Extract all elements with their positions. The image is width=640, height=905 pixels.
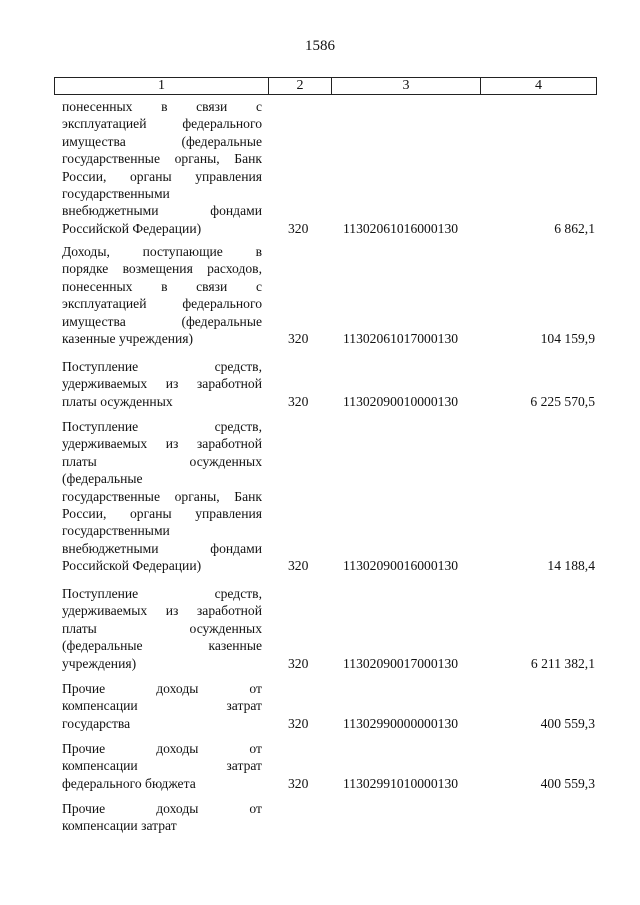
row-description bbox=[62, 98, 262, 237]
description-line: Российской Федерации) bbox=[62, 220, 202, 236]
description-line: России, органы управления bbox=[62, 505, 262, 521]
budget-code-cell: 11302090017000130 bbox=[343, 655, 459, 671]
description-line: (федеральные казенные bbox=[62, 638, 262, 654]
description-line: Прочие доходы от bbox=[62, 741, 262, 756]
row-description bbox=[62, 585, 262, 672]
description-line: эксплуатацией федерального bbox=[62, 116, 262, 132]
row-description bbox=[62, 740, 262, 792]
description-line: платы осужденных bbox=[62, 620, 262, 636]
column-header-1: 1 bbox=[55, 78, 269, 94]
admin-code-cell: 320 bbox=[288, 331, 309, 346]
description-line: учреждения) bbox=[62, 655, 137, 671]
description-line: казенные учреждения) bbox=[62, 330, 194, 346]
description-line: Прочие доходы от bbox=[62, 681, 262, 696]
description-line: платы осужденных bbox=[62, 453, 262, 469]
description-line: Поступление средств, bbox=[62, 419, 262, 434]
admin-code-cell: 320 bbox=[288, 220, 309, 236]
description-line: федерального бюджета bbox=[62, 775, 196, 791]
description-line: государственными bbox=[62, 185, 170, 201]
description-line: государственные органы, Банк bbox=[62, 488, 262, 504]
budget-code-cell: 11302991010000130 bbox=[343, 775, 459, 791]
budget-code-cell: 11302061017000130 bbox=[343, 331, 459, 346]
description-line: имущества (федеральные bbox=[62, 133, 262, 149]
description-line: порядке возмещения расходов, bbox=[62, 261, 262, 277]
amount-cell: 400 559,3 bbox=[540, 715, 595, 731]
description-line: понесенных в связи с bbox=[62, 278, 262, 294]
page-number: 1586 bbox=[305, 38, 335, 54]
description-line: государства bbox=[62, 715, 131, 731]
row-description bbox=[62, 418, 262, 575]
description-line: внебюджетными фондами bbox=[62, 540, 262, 556]
description-line: компенсации затрат bbox=[62, 758, 262, 774]
budget-code-cell: 11302061016000130 bbox=[343, 220, 459, 236]
description-line: эксплуатацией федерального bbox=[62, 296, 262, 312]
description-line: компенсации затрат bbox=[62, 698, 262, 714]
budget-code-cell: 11302090010000130 bbox=[343, 393, 459, 409]
description-line: компенсации затрат bbox=[62, 818, 177, 834]
admin-code-cell: 320 bbox=[288, 655, 309, 671]
description-line: удерживаемых из заработной bbox=[62, 436, 262, 452]
description-line: Поступление средств, bbox=[62, 359, 262, 374]
description-line: Прочие доходы от bbox=[62, 801, 262, 816]
description-line: удерживаемых из заработной bbox=[62, 376, 262, 392]
column-header-4: 4 bbox=[535, 78, 542, 93]
amount-cell: 6 225 570,5 bbox=[530, 393, 595, 409]
description-line: Поступление средств, bbox=[62, 586, 262, 601]
row-description bbox=[62, 800, 262, 835]
amount-cell: 104 159,9 bbox=[540, 331, 595, 346]
description-line: внебюджетными фондами bbox=[62, 203, 262, 219]
admin-code-cell: 320 bbox=[288, 775, 309, 791]
admin-code-cell: 320 bbox=[288, 393, 309, 409]
row-description bbox=[62, 680, 262, 732]
column-header-2: 2 bbox=[269, 78, 332, 94]
description-line: платы осужденных bbox=[62, 393, 173, 409]
amount-cell: 14 188,4 bbox=[547, 558, 595, 574]
amount-cell: 400 559,3 bbox=[540, 775, 595, 791]
budget-code-cell: 11302090016000130 bbox=[343, 558, 459, 574]
description-line: Российской Федерации) bbox=[62, 558, 202, 574]
description-line: имущества (федеральные bbox=[62, 313, 262, 329]
budget-code-cell: 11302990000000130 bbox=[343, 715, 459, 731]
amount-cell: 6 211 382,1 bbox=[530, 655, 595, 671]
amount-cell: 6 862,1 bbox=[554, 220, 595, 236]
description-line: (федеральные bbox=[62, 471, 143, 487]
admin-code-cell: 320 bbox=[288, 558, 309, 574]
description-line: понесенных в связи с bbox=[62, 99, 262, 114]
description-line: государственные органы, Банк bbox=[62, 151, 262, 167]
description-line: Доходы, поступающие в bbox=[62, 244, 262, 259]
row-description bbox=[62, 243, 262, 347]
row-description bbox=[62, 358, 262, 410]
table-header bbox=[54, 77, 597, 95]
description-line: удерживаемых из заработной bbox=[62, 603, 262, 619]
description-line: России, органы управления bbox=[62, 168, 262, 184]
description-line: государственными bbox=[62, 523, 170, 539]
column-header-3: 3 bbox=[332, 78, 481, 94]
admin-code-cell: 320 bbox=[288, 715, 309, 731]
